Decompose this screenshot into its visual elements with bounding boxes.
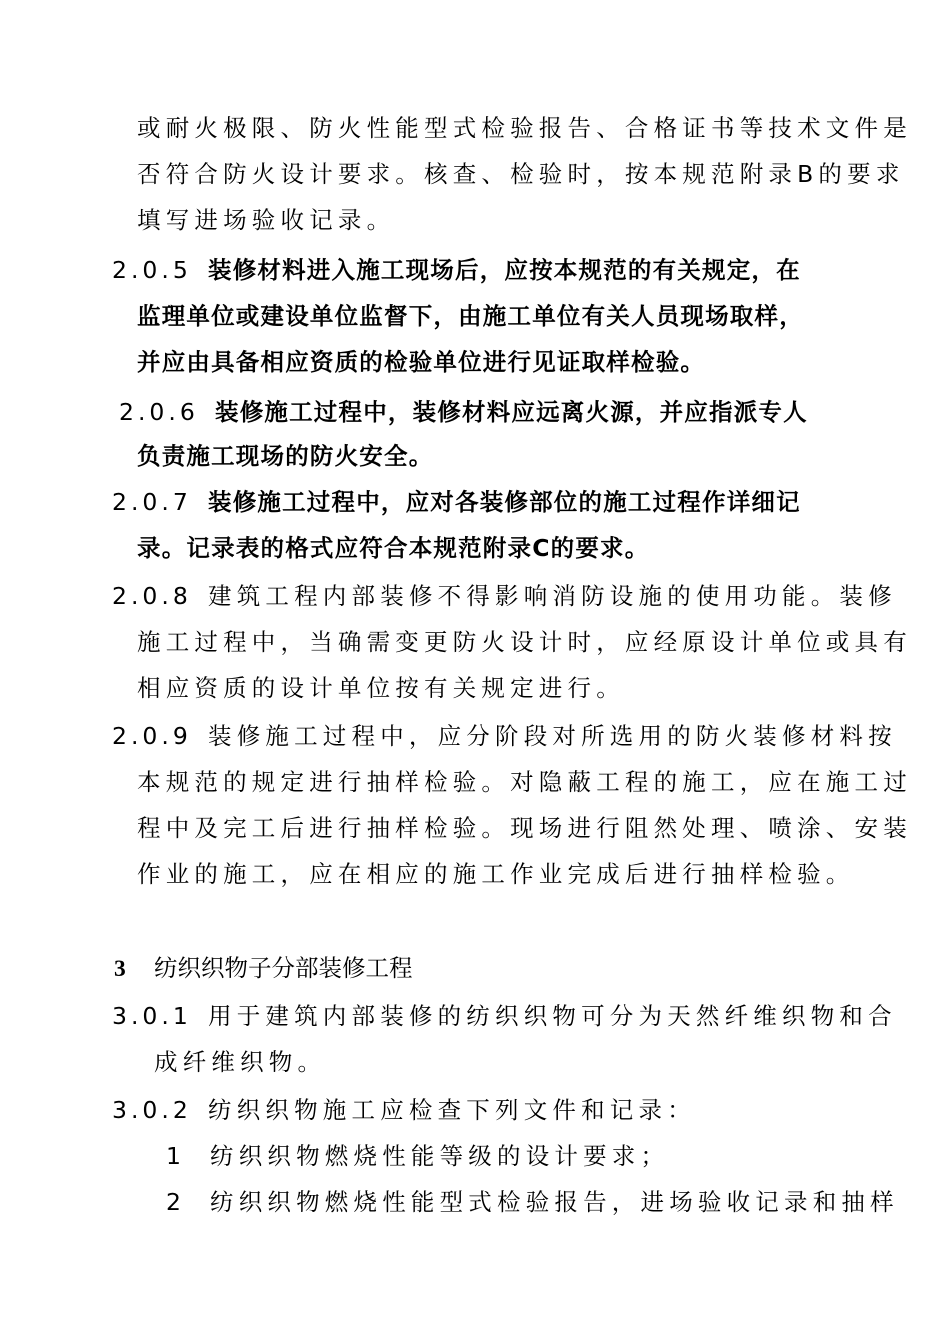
paragraph-line: 本规范的规定进行抽样检验。对隐蔽工程的施工，应在施工过 (137, 768, 912, 796)
clause-number: 2.0.6 (119, 398, 199, 426)
list-item (166, 1140, 669, 1172)
list-item-number: 1 (166, 1142, 187, 1170)
clause-2-0-5 (112, 254, 801, 286)
clause-text: 建筑工程内部装修不得影响消防设施的使用功能。装修 (208, 582, 897, 610)
list-item-text: 纺织织物燃烧性能等级的设计要求； (210, 1142, 670, 1170)
list-item-number: 2 (166, 1188, 187, 1216)
clause-text: 装修施工过程中，应对各装修部位的施工过程作详细记 (208, 488, 801, 516)
clause-number: 2.0.7 (112, 488, 192, 516)
clause-text: 纺织织物施工应检查下列文件和记录： (208, 1096, 696, 1124)
paragraph-line: 填写进场验收记录。 (137, 206, 396, 234)
paragraph-line: 负责施工现场的防火安全。 (137, 442, 434, 470)
paragraph-line: 成纤维织物。 (154, 1048, 327, 1076)
paragraph-line: 程中及完工后进行抽样检验。现场进行阻然处理、喷涂、安装 (137, 814, 912, 842)
section-heading (114, 952, 413, 985)
paragraph-line: 施工过程中，当确需变更防火设计时，应经原设计单位或具有 (137, 628, 912, 656)
clause-text: 装修施工过程中，装修材料应远离火源，并应指派专人 (215, 398, 808, 426)
clause-3-0-1 (112, 1000, 897, 1032)
clause-number: 3.0.1 (112, 1002, 192, 1030)
clause-2-0-8 (112, 580, 897, 612)
clause-number: 2.0.5 (112, 256, 192, 284)
clause-2-0-7 (112, 486, 801, 518)
clause-number: 3.0.2 (112, 1096, 192, 1124)
clause-text: 用于建筑内部装修的纺织织物可分为天然纤维织物和合 (208, 1002, 897, 1030)
paragraph-line: 并应由具备相应资质的检验单位进行见证取样检验。 (137, 348, 706, 376)
clause-text: 装修施工过程中，应分阶段对所选用的防火装修材料按 (208, 722, 897, 750)
clause-text: 装修材料进入施工现场后，应按本规范的有关规定，在 (208, 256, 801, 284)
list-item-text: 纺织织物燃烧性能型式检验报告，进场验收记录和抽样 (210, 1188, 899, 1216)
paragraph-line: 或耐火极限、防火性能型式检验报告、合格证书等技术文件是 (137, 114, 912, 142)
paragraph-line: 录。记录表的格式应符合本规范附录C的要求。 (137, 534, 650, 562)
clause-2-0-9 (112, 720, 897, 752)
list-item (166, 1186, 899, 1218)
clause-number: 2.0.8 (112, 582, 192, 610)
clause-3-0-2 (112, 1094, 696, 1126)
clause-number: 2.0.9 (112, 722, 192, 750)
paragraph-line: 作业的施工，应在相应的施工作业完成后进行抽样检验。 (137, 860, 855, 888)
section-title: 纺织织物子分部装修工程 (154, 954, 413, 982)
paragraph-line: 相应资质的设计单位按有关规定进行。 (137, 674, 625, 702)
clause-2-0-6 (119, 396, 808, 428)
paragraph-line: 监理单位或建设单位监督下，由施工单位有关人员现场取样， (137, 302, 804, 330)
paragraph-line: 否符合防火设计要求。核查、检验时，按本规范附录B的要求 (137, 160, 905, 188)
section-number: 3 (114, 956, 126, 982)
